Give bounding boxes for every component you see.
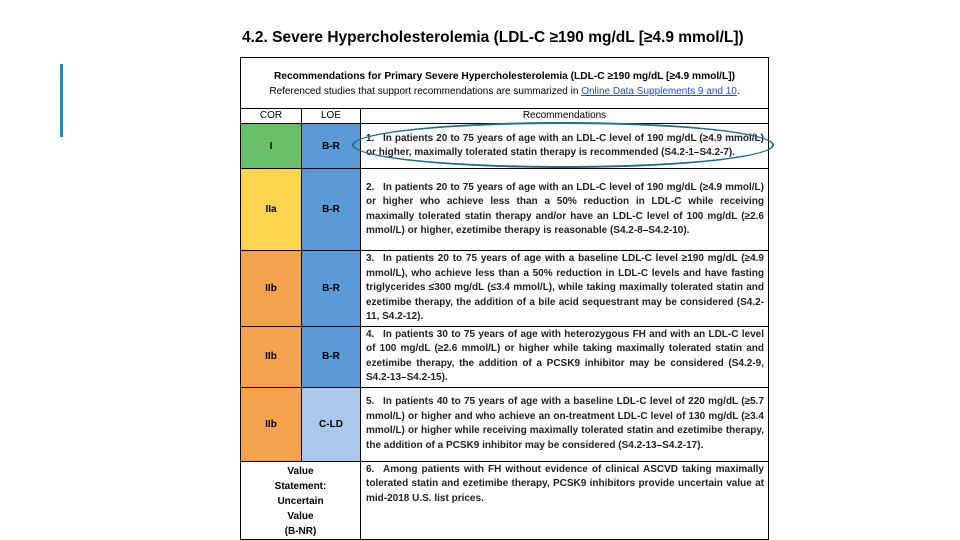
table-header-title: Recommendations for Primary Severe Hypercholesterolemia (LDL-C ≥190 mg/dL [≥4.9 mmol/L]) — [273, 70, 736, 82]
online-data-supplements-link[interactable]: Online Data Supplements 9 and 10 — [581, 85, 737, 97]
recommendation-cell — [361, 169, 769, 251]
value-label-line: Uncertain — [277, 495, 324, 507]
recommendation-text: Among patients with FH without evidence of clinical ASCVD taking maximally tolerated statin and ezetimibe therapy, PCSK9 inhibitors provide uncertain value at mid-2018 U.S. list prices. — [366, 463, 764, 504]
recommendation-number: 1. — [366, 132, 375, 144]
recommendation-cell — [361, 326, 769, 387]
cor-cell: IIb — [241, 251, 302, 327]
loe-cell: B-R — [302, 251, 361, 327]
recommendation-text: In patients 20 to 75 years of age with an LDL-C level of 190 mg/dL (≥4.9 mmol/L) or higher, maximally tolerated statin therapy is recommended (S4.2-1–S4.2-7). — [366, 132, 764, 158]
column-header-cor: COR — [241, 109, 302, 124]
value-statement-label — [241, 461, 361, 539]
recommendation-cell — [361, 387, 769, 461]
column-header-loe: LOE — [302, 109, 361, 124]
cor-cell: IIb — [241, 387, 302, 461]
page-title: 4.2. Severe Hypercholesterolemia (LDL-C ≥190 mg/dL [≥4.9 mmol/L]) — [242, 29, 744, 46]
cor-cell: IIa — [241, 169, 302, 251]
column-header-recommendations: Recommendations — [361, 109, 769, 124]
table-header-subtitle — [247, 84, 762, 99]
table-row — [241, 169, 769, 251]
value-label-line: Value — [287, 510, 314, 522]
recommendation-text: In patients 20 to 75 years of age with an LDL-C level of 190 mg/dL (≥4.9 mmol/L) or higher who achieve less than a 50% reduction in LDL-C while receiving maximally tolerated statin therapy and/or have an LDL-C level of 100 mg/dL (≥2.6 mmol/L) or higher, ezetimibe therapy is reasonable (S4.2-8–S4.2-10). — [366, 181, 764, 236]
loe-cell: B-R — [302, 169, 361, 251]
loe-cell: B-R — [302, 124, 361, 169]
value-label-line: Value — [287, 465, 314, 477]
cor-cell: IIb — [241, 326, 302, 387]
table-header-row — [241, 58, 769, 109]
recommendation-number: 2. — [366, 181, 375, 193]
cor-cell: I — [241, 124, 302, 169]
recommendation-text: In patients 40 to 75 years of age with a baseline LDL-C level of 220 mg/dL (≥5.7 mmol/L) or higher and who achieve an on-treatment LDL-C level of 130 mg/dL (≥3.4 mmol/L) or higher while receiving maximally tolerated statin and ezetimibe therapy, the addition of a PCSK9 inhibitor may be considered (S4.2-13–S4.2-17). — [366, 396, 764, 451]
table-row — [241, 124, 769, 169]
loe-cell: C-LD — [302, 387, 361, 461]
recommendation-text: In patients 30 to 75 years of age with heterozygous FH and with an LDL-C level of 100 mg/dL (≥2.6 mmol/L) or higher while taking maximally tolerated statin and ezetimibe therapy, the addition of a PCSK9 inhibitor may be considered (S4.2-9, S4.2-13–S4.2-15). — [366, 328, 764, 383]
recommendation-number: 5. — [366, 396, 375, 407]
recommendation-number: 3. — [366, 253, 375, 264]
header-sub-prefix: Referenced studies that support recommendations are summarized in — [269, 85, 582, 97]
header-sub-suffix: . — [736, 85, 740, 97]
recommendation-number: 6. — [366, 463, 375, 475]
loe-cell: B-R — [302, 326, 361, 387]
table-header — [241, 58, 769, 109]
recommendation-cell — [361, 124, 769, 169]
recommendation-cell — [361, 251, 769, 327]
recommendation-cell — [361, 461, 769, 539]
table-row — [241, 326, 769, 387]
value-label-line: Statement: — [274, 480, 327, 492]
table-row-value-statement — [241, 461, 769, 539]
recommendations-table — [240, 57, 769, 540]
column-header-row — [241, 109, 769, 124]
value-label-line: (B-NR) — [284, 525, 317, 537]
table-row — [241, 251, 769, 327]
recommendation-number: 4. — [366, 328, 375, 340]
recommendation-text: In patients 20 to 75 years of age with a baseline LDL-C level ≥190 mg/dL (≥4.9 mmol/L), who achieve less than a 50% reduction in LDL-C levels and have fasting triglycerides ≤300 mg/dL (≤3.4 mmol/L), while taking maximally tolerated statin and ezetimibe therapy, the addition of a bile acid sequestrant may be considered (S4.2-11, S4.2-12). — [366, 253, 764, 322]
slide-accent-bar — [60, 64, 63, 137]
table-row — [241, 387, 769, 461]
